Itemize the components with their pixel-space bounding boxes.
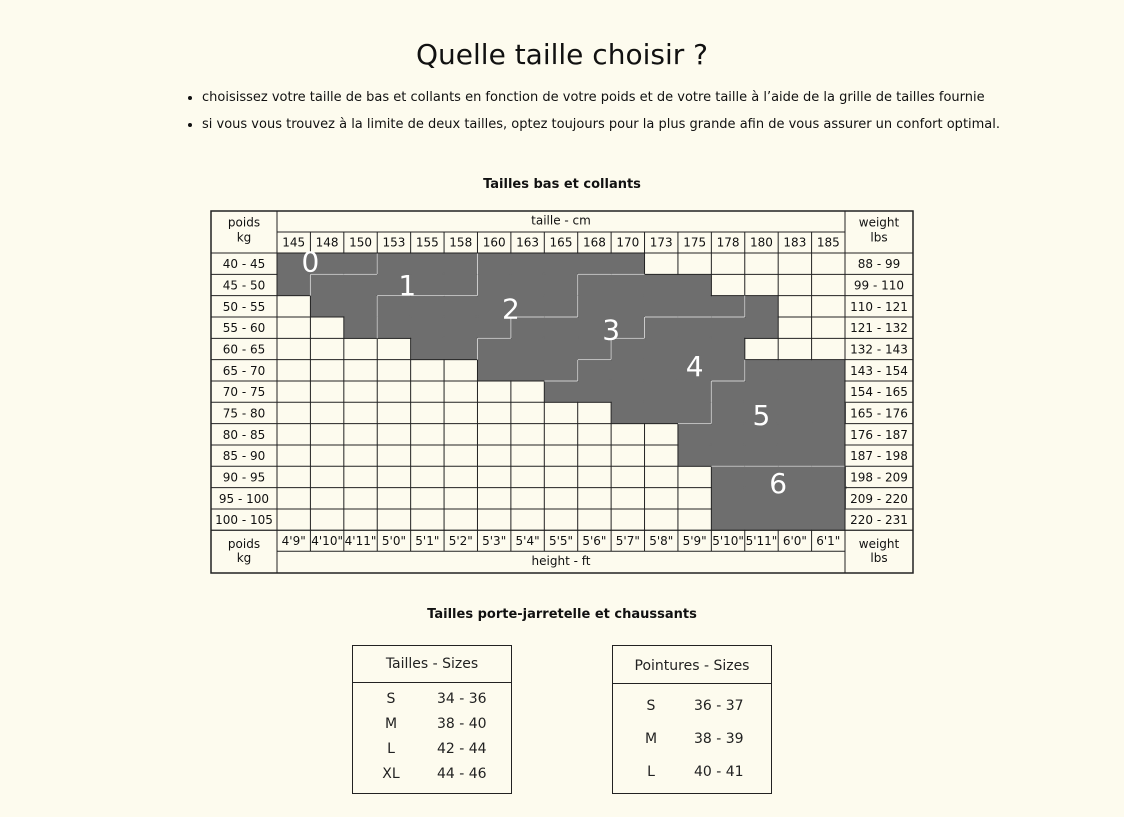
height-ft-label: 4'9" [281,533,306,548]
size-cell-fill [779,382,811,402]
size-key: S [646,698,656,714]
size-key: XL [382,766,400,782]
height-ft-label: 5'10" [712,533,744,548]
size-cell-fill [445,275,477,295]
height-cm-label: 165 [549,235,573,250]
size-cell-fill [745,296,777,316]
weight-kg-label: 75 - 80 [222,406,266,421]
size-cell-fill [812,424,844,444]
weight-lbs-label: 209 - 220 [850,491,908,506]
height-ft-label: 5'1" [415,533,440,548]
size-key: L [647,764,655,780]
size-cell-fill [645,382,677,402]
height-cm-label: 180 [750,235,773,250]
weight-kg-label: 65 - 70 [222,363,266,378]
size-cell-fill [745,446,777,466]
size-cell-fill [679,424,711,444]
size-number-4: 4 [685,349,704,383]
height-cm-label: 168 [582,235,606,250]
size-cell-fill [612,403,644,423]
size-cell-fill [712,318,744,338]
size-key: L [387,741,395,757]
height-cm-label: 170 [616,235,640,250]
size-cell-fill [779,424,811,444]
size-cell-fill [679,296,711,316]
size-cell-fill [645,275,677,295]
size-cell-fill [545,360,577,380]
size-cell-fill [578,254,610,274]
size-cell-fill [511,339,543,359]
weight-kg-label: 55 - 60 [222,321,266,336]
left-footer: poids [227,536,261,551]
height-cm-label: 185 [816,235,840,250]
size-cell-fill [779,360,811,380]
size-cell-fill [545,254,577,274]
size-cell-fill [478,339,510,359]
height-ft-label: 5'3" [482,533,507,548]
height-ft-label: 5'7" [615,533,640,548]
weight-kg-label: 100 - 105 [215,513,273,528]
size-cell-fill [712,424,744,444]
size-grid [210,210,914,576]
height-cm-label: 145 [282,235,306,250]
weight-lbs-label: 165 - 176 [850,406,908,421]
weight-lbs-label: 143 - 154 [850,363,908,378]
size-cell-fill [612,360,644,380]
weight-kg-label: 70 - 75 [222,385,266,400]
height-ft-label: 5'4" [515,533,540,548]
size-cell-fill [712,403,744,423]
weight-kg-label: 95 - 100 [218,491,270,506]
intro-item: • choisissez votre taille de bas et collants en fonction de votre poids et de votre taille à l’aide de la grille de tailles fournie [202,89,1000,107]
height-ft-label: 5'9" [682,533,707,548]
size-cell-fill [578,360,610,380]
right-footer: weight [858,536,900,551]
page-title: Quelle taille choisir ? [416,38,708,71]
tailles-sizes-table [352,645,512,794]
height-ft-label: 5'6" [582,533,607,548]
size-cell-fill [344,254,376,274]
weight-lbs-label: 99 - 110 [853,278,905,293]
size-cell-fill [645,296,677,316]
size-cell-fill [745,360,777,380]
size-value: 44 - 46 [437,766,487,782]
weight-lbs-label: 220 - 231 [850,513,908,528]
height-ft-label: 5'5" [548,533,574,548]
size-cell-fill [812,488,844,508]
size-cell-fill [712,488,744,508]
size-cell-fill [511,254,543,274]
size-key: S [386,691,396,707]
weight-lbs-label: 121 - 132 [850,321,908,336]
size-cell-fill [511,360,543,380]
size-cell-fill [578,382,610,402]
tailles-sizes-header: Tailles - Sizes [353,646,511,683]
height-ft-label: 4'11" [344,533,377,548]
height-cm-label: 155 [415,235,439,250]
size-number-5: 5 [752,398,771,432]
size-cell-fill [812,510,844,530]
size-number-2: 2 [501,292,520,326]
size-number-3: 3 [602,313,621,347]
weight-lbs-label: 198 - 209 [850,470,908,485]
right-header: lbs [870,230,888,245]
size-cell-fill [812,360,844,380]
size-number-6: 6 [769,467,788,501]
weight-kg-label: 85 - 90 [222,449,266,464]
height-cm-label: 160 [482,235,506,250]
size-cell-fill [612,254,644,274]
height-cm-label: 163 [516,235,540,250]
height-cm-label: 150 [349,235,372,250]
size-cell-fill [545,275,577,295]
size-cell-fill [645,318,677,338]
size-cell-fill [545,339,577,359]
size-cell-fill [344,296,376,316]
size-cell-fill [712,360,744,380]
weight-lbs-label: 154 - 165 [850,385,908,400]
weight-kg-label: 80 - 85 [222,427,266,442]
size-key: M [384,716,398,732]
height-ft-label: 5'8" [649,533,674,548]
size-cell-fill [679,318,711,338]
size-cell-fill [478,254,510,274]
size-cell-fill [344,318,376,338]
size-cell-fill [445,318,477,338]
size-cell-fill [645,360,677,380]
size-value: 42 - 44 [437,741,487,757]
left-header: kg [236,230,252,245]
size-cell-fill [578,275,610,295]
top-caption: taille - cm [531,213,591,228]
weight-lbs-label: 176 - 187 [850,427,908,442]
weight-kg-label: 45 - 50 [222,278,266,293]
size-cell-fill [745,510,777,530]
size-cell-fill [411,318,443,338]
height-cm-label: 183 [783,235,807,250]
size-cell-fill [679,403,711,423]
size-cell-fill [712,382,744,402]
right-header: weight [858,215,900,230]
size-cell-fill [344,275,376,295]
height-ft-label: 5'0" [381,533,406,548]
left-footer: kg [236,550,252,565]
size-cell-fill [712,467,744,487]
height-cm-label: 148 [315,235,339,250]
height-cm-label: 175 [683,235,707,250]
size-cell-fill [745,318,777,338]
size-cell-fill [812,382,844,402]
size-cell-fill [645,339,677,359]
weight-lbs-label: 110 - 121 [850,299,908,314]
size-cell-fill [545,318,577,338]
pointures-sizes-table [612,645,772,794]
height-ft-label: 5'2" [448,533,473,548]
size-value: 38 - 39 [694,731,744,747]
weight-kg-label: 60 - 65 [222,342,266,357]
size-cell-fill [378,318,410,338]
left-header: poids [227,215,261,230]
weight-lbs-label: 132 - 143 [850,342,908,357]
right-footer: lbs [870,550,888,565]
size-key: M [644,731,658,747]
grid-title: Tailles bas et collants [483,177,641,192]
size-cell-fill [311,296,343,316]
size-cell-fill [645,403,677,423]
size-cell-fill [545,296,577,316]
size-cell-fill [679,275,711,295]
size-cell-fill [612,275,644,295]
height-ft-label: 4'10" [311,533,343,548]
size-number-0: 0 [301,245,320,279]
intro-item: • si vous vous trouvez à la limite de deux tailles, optez toujours pour la plus grande afin de vous assurer un confort optimal. [202,116,1000,134]
size-cell-fill [712,339,744,359]
size-cell-fill [445,254,477,274]
size-cell-fill [812,467,844,487]
pointures-sizes-header: Pointures - Sizes [613,646,771,684]
size-cell-fill [712,296,744,316]
height-cm-label: 153 [382,235,406,250]
height-cm-label: 158 [449,235,473,250]
weight-kg-label: 50 - 55 [222,299,266,314]
size-value: 34 - 36 [437,691,487,707]
weight-kg-label: 40 - 45 [222,257,266,272]
size-cell-fill [612,382,644,402]
weight-lbs-label: 187 - 198 [850,449,908,464]
size-cell-fill [445,339,477,359]
size-value: 36 - 37 [694,698,744,714]
height-ft-label: 5'11" [745,533,778,548]
size-cell-fill [712,446,744,466]
size-cell-fill [545,382,577,402]
size-cell-fill [679,446,711,466]
height-cm-label: 173 [649,235,673,250]
weight-kg-label: 90 - 95 [222,470,266,485]
size-value: 38 - 40 [437,716,487,732]
height-cm-label: 178 [716,235,740,250]
height-ft-label: 6'1" [816,533,841,548]
size-cell-fill [712,510,744,530]
weight-lbs-label: 88 - 99 [857,257,901,272]
size-cell-fill [478,360,510,380]
intro-list [184,89,1000,143]
size-number-1: 1 [398,268,417,302]
accessories-title: Tailles porte-jarretelle et chaussants [427,607,697,622]
height-ft-label: 6'0" [782,533,807,548]
size-cell-fill [779,446,811,466]
size-cell-fill [812,446,844,466]
size-cell-fill [445,296,477,316]
size-value: 40 - 41 [694,764,744,780]
size-cell-fill [812,403,844,423]
size-cell-fill [411,339,443,359]
size-cell-fill [779,403,811,423]
size-cell-fill [779,510,811,530]
bottom-caption: height - ft [531,553,591,568]
size-cell-fill [679,382,711,402]
